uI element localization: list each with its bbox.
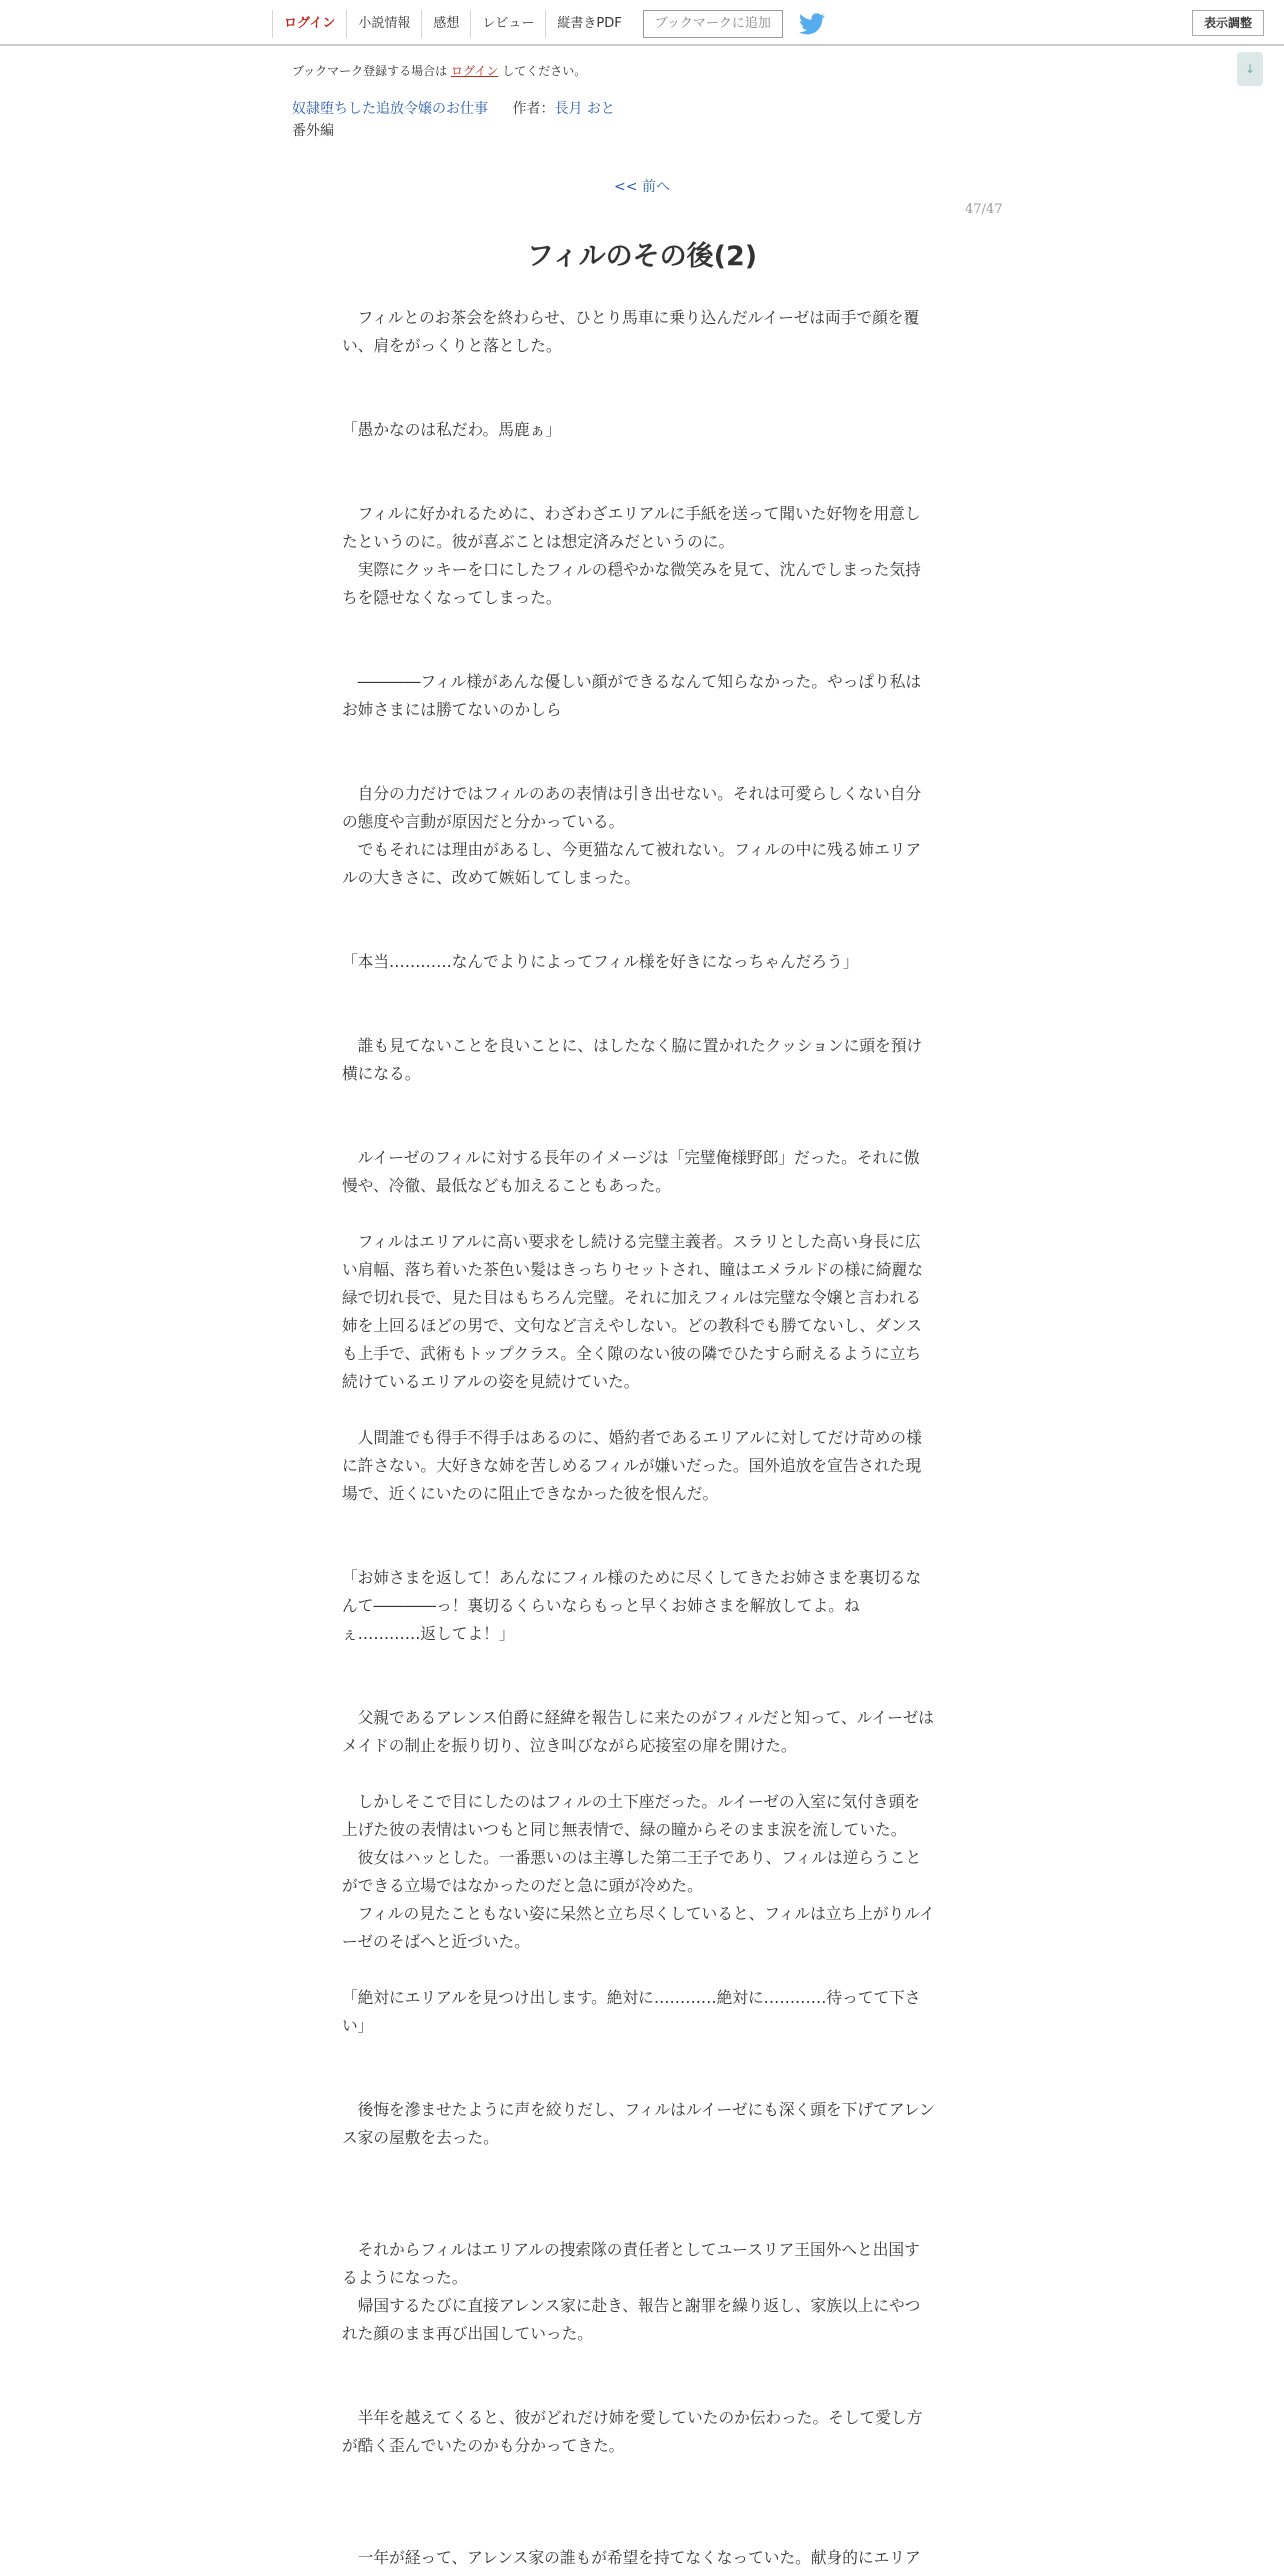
body-paragraph: 一年が経って、アレンス家の誰もが希望を持てなくなっていた。献身的にエリア	[342, 2548, 921, 2567]
blank-line	[342, 920, 935, 948]
bookmark-login-link[interactable]: ログイン	[451, 64, 499, 78]
blank-line	[342, 892, 935, 920]
author-label: 作者：	[512, 101, 555, 117]
blank-line	[342, 1648, 935, 1676]
nav-novel-info[interactable]: 小説情報	[346, 10, 421, 38]
body-paragraph: 自分の力だけではフィルのあの表情は引き出せない。それは可愛らしくない自分の態度や言動が原因だと分かっている。	[342, 784, 922, 831]
bookmark-note-prefix: ブックマーク登録する場合は	[292, 64, 448, 78]
scroll-down-button[interactable]: ↓	[1237, 52, 1263, 86]
novel-title-link[interactable]: 奴隷堕ちした追放令嬢のお仕事	[292, 101, 488, 117]
body-paragraph: 半年を越えてくると、彼がどれだけ姉を愛していたのか伝わった。そして愛し方が酷く歪んでいたのかも分かってきた。	[342, 2408, 923, 2455]
body-paragraph: それからフィルはエリアルの捜索隊の責任者としてユースリア王国外へと出国するようになった。	[342, 2240, 920, 2287]
nav-vertical-pdf[interactable]: 縦書きPDF	[545, 10, 632, 38]
novel-body	[342, 304, 935, 2572]
blank-line	[342, 1676, 935, 1704]
blank-line	[342, 1536, 935, 1564]
blank-line	[342, 2208, 935, 2236]
blank-line	[342, 2376, 935, 2404]
body-paragraph: 帰国するたびに直接アレンス家に赴き、報告と謝罪を繰り返し、家族以上にやつれた顔のまま再び出国していった。	[342, 2296, 921, 2343]
blank-line	[342, 2516, 935, 2544]
blank-line	[342, 1508, 935, 1536]
bookmark-note-suffix: してください。	[502, 64, 587, 78]
body-paragraph: 実際にクッキーを口にしたフィルの穏やかな微笑みを見て、沈んでしまった気持ちを隠せなくなってしまった。	[342, 560, 921, 607]
blank-line	[342, 724, 935, 752]
top-nav-bar	[0, 0, 1284, 46]
page-count: 47/47	[965, 202, 1003, 217]
body-paragraph: ――――フィル様があんな優しい顔ができるなんて知らなかった。やっぱり私はお姉さまには勝てないのかしら	[342, 672, 922, 719]
blank-line	[342, 1116, 935, 1144]
blank-line	[342, 472, 935, 500]
nav-login[interactable]: ログイン	[272, 10, 346, 38]
body-paragraph: 父親であるアレンス伯爵に経緯を報告しに来たのがフィルだと知って、ルイーゼはメイドの制止を振り切り、泣き叫びながら応接室の扉を開けた。	[342, 1708, 934, 1755]
chapter-group-label: 番外編	[292, 123, 334, 139]
blank-line	[342, 1088, 935, 1116]
blank-line	[342, 2152, 935, 2180]
body-paragraph: フィルとのお茶会を終わらせ、ひとり馬車に乗り込んだルイーゼは両手で顔を覆い、肩をがっくりと落とした。	[342, 308, 920, 355]
blank-line	[342, 1200, 935, 1228]
blank-line	[342, 1396, 935, 1424]
prev-chapter-link[interactable]: << 前へ	[614, 179, 670, 195]
blank-line	[342, 2460, 935, 2488]
bookmark-login-note	[292, 62, 586, 79]
body-paragraph: 人間誰でも得手不得手はあるのに、婚約者であるエリアルに対してだけ苛めの様に許さない。大好きな姉を苦しめるフィルが嫌いだった。国外追放を宣告された現場で、近くにいたのに阻止できなかった彼を恨んだ。	[342, 1428, 922, 1503]
body-paragraph: フィルに好かれるために、わざわざエリアルに手紙を送って聞いた好物を用意したというのに。彼が喜ぶことは想定済みだというのに。	[342, 504, 921, 551]
author-link[interactable]: 長月 おと	[554, 101, 615, 117]
body-paragraph: 「お姉さまを返して！あんなにフィル様のために尽くしてきたお姉さまを裏切るなんて――――っ！裏切るくらいならもっと早くお姉さまを解放してよ。ねぇ…………返してよ！」	[342, 1568, 922, 1643]
chapter-title: フィルのその後(2)	[526, 241, 758, 272]
nav-impressions[interactable]: 感想	[421, 10, 470, 38]
twitter-bird-icon[interactable]	[799, 13, 825, 35]
blank-line	[342, 2040, 935, 2068]
body-paragraph: フィルの見たこともない姿に呆然と立ち尽くしていると、フィルは立ち上がりルイーゼのそばへと近づいた。	[342, 1904, 935, 1951]
display-settings-button[interactable]: 表示調整	[1192, 10, 1264, 36]
body-paragraph: フィルはエリアルに高い要求をし続ける完璧主義者。スラリとした高い身長に広い肩幅、落ち着いた茶色い髪はきっちりセットされ、瞳はエメラルドの様に綺麗な緑で切れ長で、見た目はもちろん完璧。それに加えフィルは完璧な令嬢と言われる姉を上回るほどの男で、文句など言えやしない。どの教科でも勝てないし、ダンスも上手で、武術もトップクラス。全く隙のない彼の隣でひたすら耐えるように立ち続けているエリアルの姿を見続けていた。	[342, 1232, 923, 1391]
nav-menu	[272, 8, 825, 40]
blank-line	[342, 976, 935, 1004]
body-paragraph: でもそれには理由があるし、今更猫なんて被れない。フィルの中に残る姉エリアルの大きさに、改めて嫉妬してしまった。	[342, 840, 922, 887]
blank-line	[342, 1760, 935, 1788]
body-paragraph: ルイーゼのフィルに対する長年のイメージは「完璧俺様野郎」だった。それに傲慢や、冷徹、最低なども加えることもあった。	[342, 1148, 920, 1195]
body-paragraph: 「本当…………なんでよりによってフィル様を好きになっちゃんだろう」	[342, 952, 859, 971]
body-paragraph: 「愚かなのは私だわ。馬鹿ぁ」	[342, 420, 561, 439]
blank-line	[342, 388, 935, 416]
body-paragraph: 後悔を滲ませたように声を絞りだし、フィルはルイーゼにも深く頭を下げてアレンス家の屋敷を去った。	[342, 2100, 935, 2147]
blank-line	[342, 2180, 935, 2208]
novel-info-line	[292, 98, 615, 118]
blank-line	[342, 2348, 935, 2376]
body-paragraph: 「絶対にエリアルを見つけ出します。絶対に…………絶対に…………待ってて下さい」	[342, 1988, 921, 2035]
body-paragraph: しかしそこで目にしたのはフィルの土下座だった。ルイーゼの入室に気付き頭を上げた彼の表情はいつもと同じ無表情で、緑の瞳からそのまま涙を流していた。	[342, 1792, 921, 1839]
nav-review[interactable]: レビュー	[470, 10, 545, 38]
blank-line	[342, 752, 935, 780]
blank-line	[342, 2068, 935, 2096]
blank-line	[342, 612, 935, 640]
blank-line	[342, 1004, 935, 1032]
blank-line	[342, 360, 935, 388]
body-paragraph: 誰も見てないことを良いことに、はしたなく脇に置かれたクッションに頭を預け横になる。	[342, 1036, 923, 1083]
blank-line	[342, 1956, 935, 1984]
add-bookmark-button[interactable]: ブックマークに追加	[643, 10, 783, 38]
blank-line	[342, 2488, 935, 2516]
blank-line	[342, 640, 935, 668]
body-paragraph: 彼女はハッとした。一番悪いのは主導した第二王子であり、フィルは逆らうことができる立場ではなかったのだと急に頭が冷めた。	[342, 1848, 922, 1895]
blank-line	[342, 444, 935, 472]
